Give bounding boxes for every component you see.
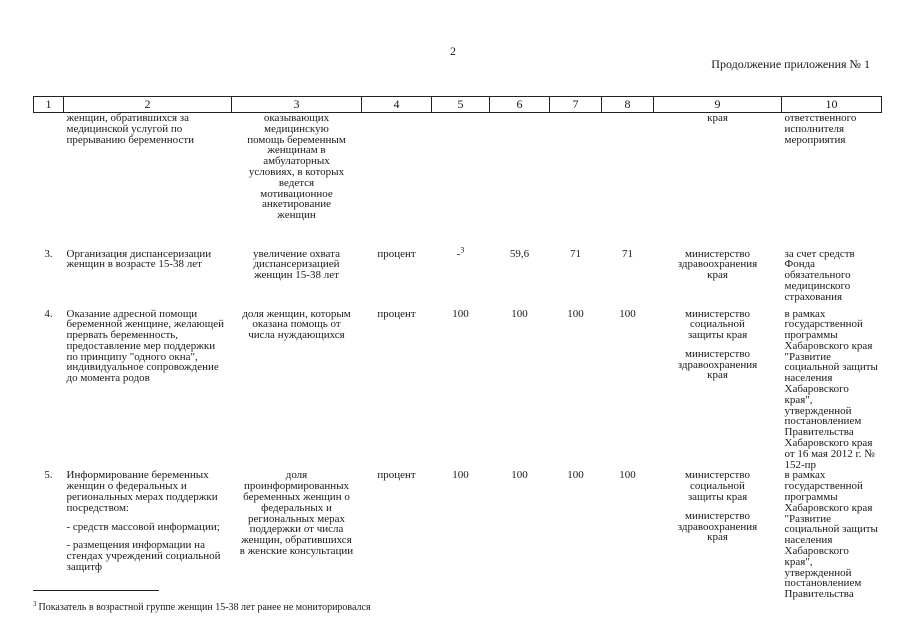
measure-text: Организация диспансеризации женщин в возрасте 15-38 лет [66,247,212,271]
value-cell: 100 [567,307,584,320]
measure-cell [64,113,232,249]
column-number-row [34,97,882,113]
row-number: 3. [44,247,53,260]
value-cell: 100 [511,469,528,482]
footnote-divider [33,590,159,591]
value-cell: 100 [452,469,469,482]
executor-text: края [707,112,728,124]
value-cell [432,244,490,309]
measure-text: Информирование беременных женщин о федеральных и региональных мерах поддержки посредством: [66,469,218,514]
page-number: 2 [450,44,456,58]
value-cell: 100 [511,307,528,320]
footnote-reference: 3 [460,244,465,254]
value-cell: 100 [567,469,584,482]
executor-text: министерство здравоохранения края [677,509,758,544]
row-number [34,113,64,249]
column-number: 10 [782,97,882,113]
unit-cell: процент [377,307,416,320]
value-cell: 100 [452,307,469,320]
executor-cell [654,309,782,471]
row-number: 5. [44,469,53,482]
executor-text: министерство здравоохранения края [677,247,758,282]
measures-table [33,96,882,600]
column-number: 5 [432,97,490,113]
column-number: 2 [64,97,232,113]
column-number: 7 [550,97,602,113]
column-number: 6 [490,97,550,113]
measure-text: - размещения информации на стендах учреждений социальной защитф [66,539,221,574]
unit-cell: процент [377,469,416,482]
executor-cell [654,113,782,249]
column-number: 4 [362,97,432,113]
executor-text: министерство социальной защиты края [684,469,750,504]
column-number: 3 [232,97,362,113]
value-cell: 71 [622,247,633,260]
footnote-mark: 3 [33,599,37,608]
executor-cell [654,470,782,600]
value-cell: 59,6 [509,247,530,260]
unit-cell [362,113,432,249]
table-row [34,113,882,249]
row-number: 4. [44,307,53,320]
funding-cell: в рамках государственной программы Хабаровского края "Развитие социальной защиты населения Хабаровского края", утвержденной постановлением Правительства [784,469,878,601]
column-number: 8 [602,97,654,113]
column-number: 9 [654,97,782,113]
value-cell: 71 [570,247,581,260]
unit-cell: процент [377,247,416,260]
table-row [34,470,882,600]
value-text: - [456,247,461,260]
value-cell: 100 [619,469,636,482]
table-row [34,309,882,471]
footnote [33,599,371,613]
funding-cell: ответственного исполнителя мероприятия [784,112,857,146]
measure-text: - средств массовой информации; [66,520,220,533]
table-row [34,249,882,309]
indicator-cell: доля проинформированных беременных женщин о федеральных и региональных мерах поддержки от числа женщин, обратившихся в женские консультации [239,469,354,558]
column-number: 1 [34,97,64,113]
measure-cell [64,249,232,309]
executor-cell [654,249,782,309]
value-cell [490,113,550,249]
value-cell [550,113,602,249]
value-cell [432,113,490,249]
indicator-cell: увеличение охвата диспансеризацией женщин 15-38 лет [253,247,340,282]
continuation-heading: Продолжение приложения № 1 [711,57,870,71]
measure-text: Оказание адресной помощи беременной женщине, желающей прервать беременность, предоставление мер поддержки по принципу "одного окна", индивидуальное сопровождение до момента родов [66,307,224,385]
funding-cell: в рамках государственной программы Хабаровского края "Развитие социальной защиты населения Хабаровского края", утвержденной постановлением Правительства Хабаровского края от 16 мая 2012 г. № 152-пр [784,307,878,471]
value-cell [602,113,654,249]
footnote-text: Показатель в возрастной группе женщин 15-38 лет ранее не мониторировался [38,602,371,613]
funding-cell: за счет средств Фонда обязательного медицинского страхования [784,247,855,303]
executor-text: министерство здравоохранения края [677,347,758,382]
indicator-cell: доля женщин, которым оказана помощь от числа нуждающихся [242,307,351,342]
measure-text: женщин, обратившихся за медицинской услугой по прерыванию беременности [66,112,195,146]
measure-cell [64,470,232,600]
indicator-cell: оказывающих медицинскую помощь беременным женщинам в амбулаторных условиях, в которых ведется мотивационное анкетирование женщин [247,112,346,222]
executor-text: министерство социальной защиты края [684,307,750,342]
value-cell: 100 [619,307,636,320]
measure-cell [64,309,232,471]
